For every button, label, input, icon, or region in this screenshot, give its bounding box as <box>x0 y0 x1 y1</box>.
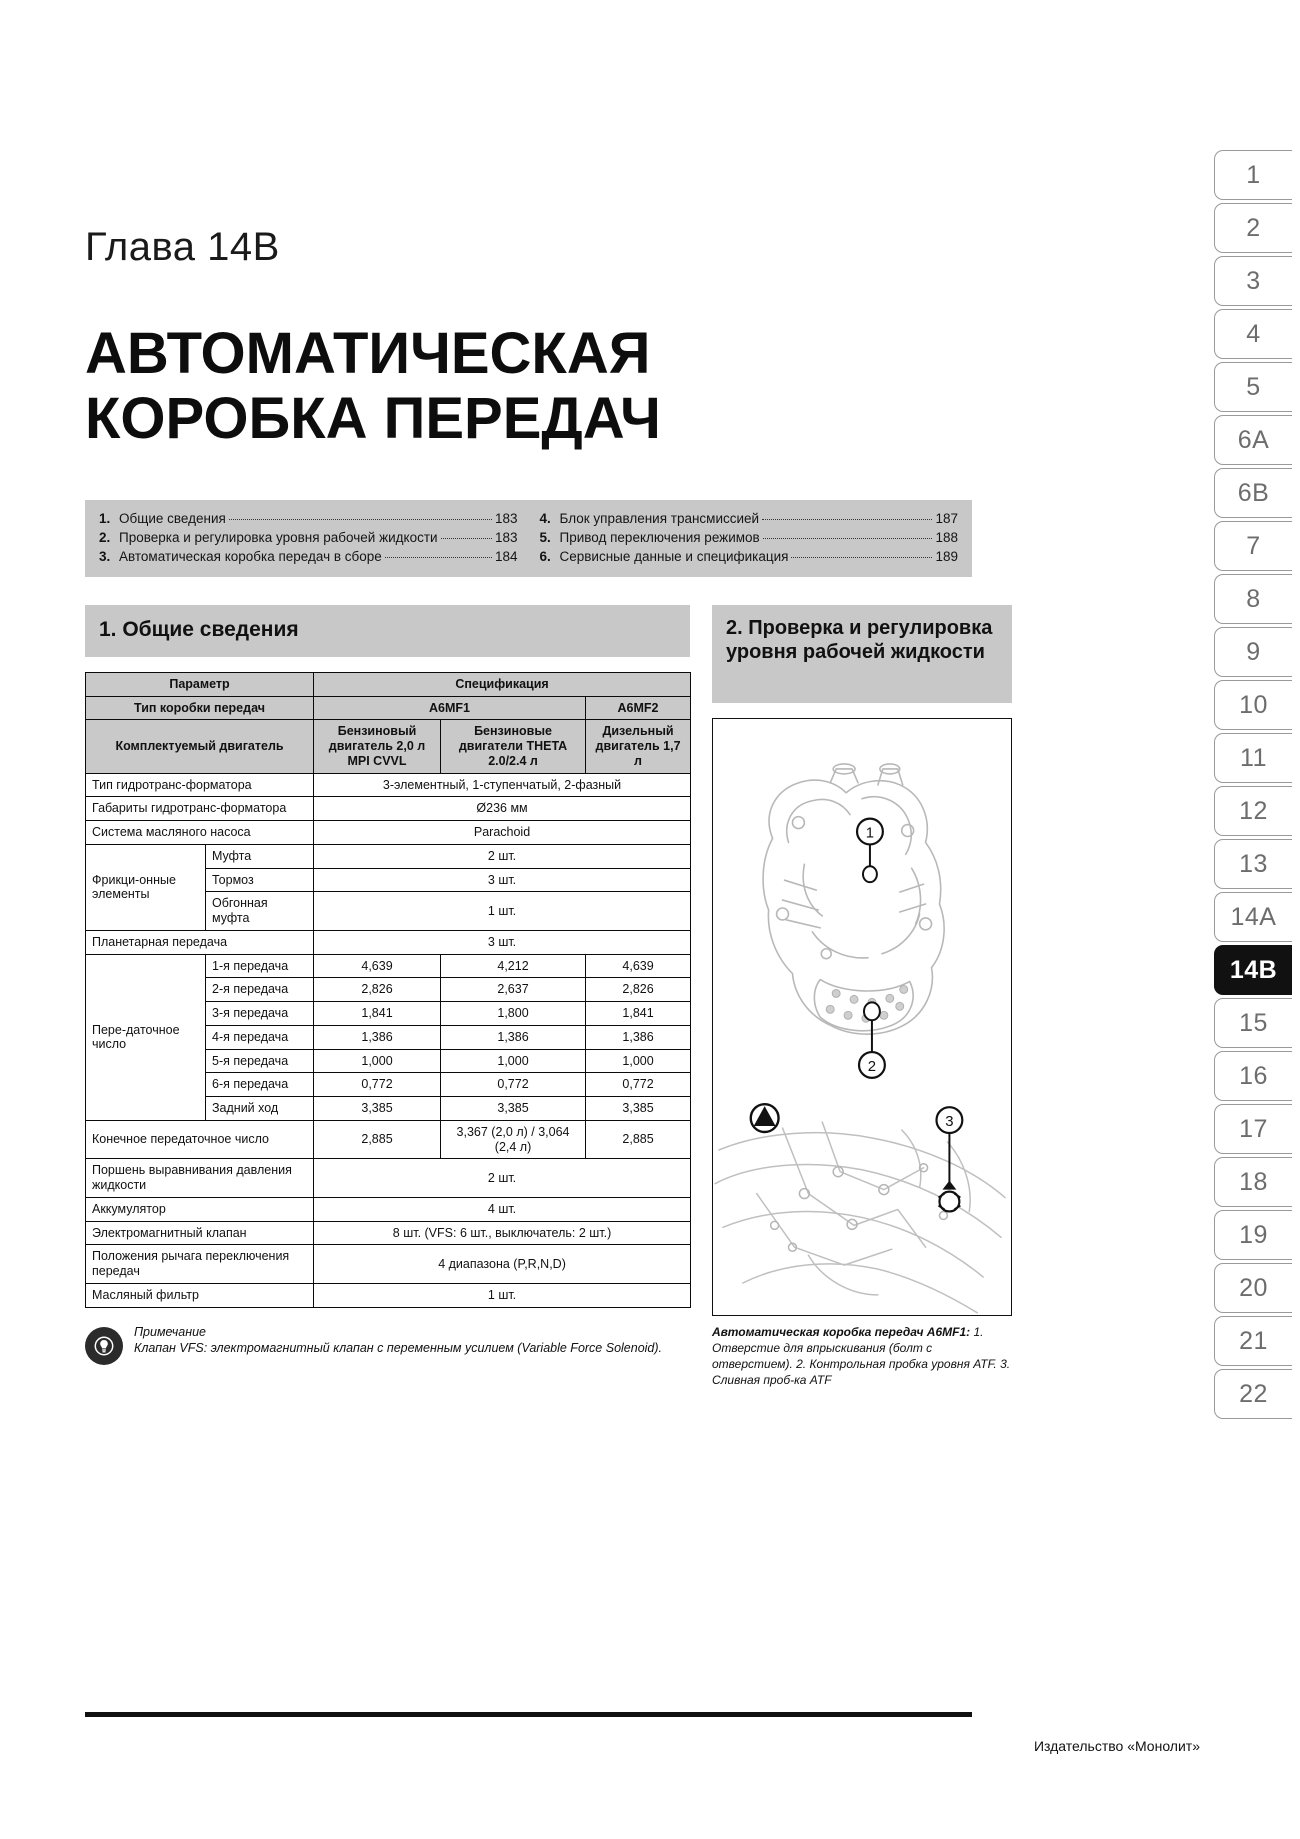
th-a6mf2: A6MF2 <box>586 696 691 720</box>
chapter-tab-rail <box>1214 150 1292 1422</box>
note-body-text: Клапан VFS: электромагнитный клапан с переменным усилием (Variable Force Solenoid). <box>134 1341 663 1356</box>
row-value: 4 диапазона (P,R,N,D) <box>314 1245 691 1284</box>
gear-value-c: 3,385 <box>586 1097 691 1121</box>
table-header-row <box>86 720 691 773</box>
lightbulb-icon <box>85 1327 123 1365</box>
gear-name: 2-я передача <box>206 978 314 1002</box>
chapter-tab-8[interactable]: 8 <box>1214 574 1292 624</box>
toc-page-number: 183 <box>494 510 518 526</box>
toc-label: Автоматическая коробка передач в сборе <box>119 548 382 564</box>
toc-entry[interactable] <box>99 509 518 528</box>
th-parameter: Параметр <box>86 672 314 696</box>
chapter-tab-20[interactable]: 20 <box>1214 1263 1292 1313</box>
row-label: Габариты гидротранс-форматора <box>86 797 314 821</box>
publisher-label: Издательство «Монолит» <box>1033 1738 1200 1754</box>
chapter-tab-7[interactable]: 7 <box>1214 521 1292 571</box>
th-engine-1: Бензиновый двигатель 2,0 л MPI CVVL <box>314 720 441 773</box>
row-value: 8 шт. (VFS: 6 шт., выключатель: 2 шт.) <box>314 1221 691 1245</box>
figure-callout-1 <box>857 819 883 883</box>
table-row <box>86 797 691 821</box>
row-value: Ø236 мм <box>314 797 691 821</box>
chapter-tab-14a[interactable]: 14A <box>1214 892 1292 942</box>
chapter-tab-14b[interactable]: 14B <box>1214 945 1292 995</box>
toc-leader <box>385 557 492 558</box>
chapter-tab-17[interactable]: 17 <box>1214 1104 1292 1154</box>
gear-value-a: 2,826 <box>314 978 441 1002</box>
toc-page-number: 184 <box>494 548 518 564</box>
chapter-tab-9[interactable]: 9 <box>1214 627 1292 677</box>
gear-value-b: 1,386 <box>441 1025 586 1049</box>
table-row <box>86 954 691 978</box>
gear-name: 5-я передача <box>206 1049 314 1073</box>
chapter-tab-2[interactable]: 2 <box>1214 203 1292 253</box>
toc-label: Проверка и регулировка уровня рабочей жидкости <box>119 529 438 545</box>
gear-name: 6-я передача <box>206 1073 314 1097</box>
gear-name: 1-я передача <box>206 954 314 978</box>
toc-leader <box>229 519 492 520</box>
toc-page-number: 183 <box>494 529 518 545</box>
figure-caption-title: Автоматическая коробка передач A6MF1: <box>712 1325 971 1340</box>
section-heading-general-info: 1. Общие сведения <box>85 605 690 657</box>
toc-leader <box>763 538 933 539</box>
gear-value-a: 1,841 <box>314 1002 441 1026</box>
toc-number: 1. <box>99 510 111 526</box>
chapter-tab-15[interactable]: 15 <box>1214 998 1292 1048</box>
row-value: 1 шт. <box>314 1283 691 1307</box>
chapter-tab-12[interactable]: 12 <box>1214 786 1292 836</box>
toc-page-number: 187 <box>935 510 958 526</box>
row-label: Масляный фильтр <box>86 1283 314 1307</box>
th-a6mf1: A6MF1 <box>314 696 586 720</box>
gear-value-b: 1,800 <box>441 1002 586 1026</box>
toc-label: Блок управления трансмиссией <box>559 510 760 526</box>
gear-value-c: 1,841 <box>586 1002 691 1026</box>
gear-value-a: 3,385 <box>314 1097 441 1121</box>
two-column-body <box>85 605 1011 1389</box>
final-drive-a: 2,885 <box>314 1120 441 1159</box>
chapter-tab-5[interactable]: 5 <box>1214 362 1292 412</box>
gear-value-a: 1,386 <box>314 1025 441 1049</box>
row-label: Конечное передаточное число <box>86 1120 314 1159</box>
row-label: Поршень выравнивания давления жидкости <box>86 1159 314 1198</box>
note-text <box>134 1324 662 1357</box>
final-drive-c: 2,885 <box>586 1120 691 1159</box>
row-label: Тип гидротранс-форматора <box>86 773 314 797</box>
row-value: 4 шт. <box>314 1197 691 1221</box>
th-engine-3: Дизельный двигатель 1,7 л <box>586 720 691 773</box>
gear-value-c: 2,826 <box>586 978 691 1002</box>
row-value: 1 шт. <box>314 892 691 931</box>
gear-value-a: 4,639 <box>314 954 441 978</box>
gear-name: Задний ход <box>206 1097 314 1121</box>
toc-page-number: 189 <box>935 548 958 564</box>
chapter-tab-21[interactable]: 21 <box>1214 1316 1292 1366</box>
toc-entry[interactable] <box>99 547 518 566</box>
sub-row-label: Муфта <box>206 844 314 868</box>
toc-number: 3. <box>99 548 111 564</box>
table-row <box>86 1120 691 1159</box>
row-value: 2 шт. <box>314 844 691 868</box>
gear-value-a: 1,000 <box>314 1049 441 1073</box>
table-of-contents <box>85 500 972 577</box>
toc-number: 6. <box>539 548 551 564</box>
chapter-label: Глава 14B <box>85 225 280 269</box>
gear-value-b: 3,385 <box>441 1097 586 1121</box>
svg-text:3: 3 <box>945 1114 954 1131</box>
toc-leader <box>762 519 932 520</box>
gear-value-b: 2,637 <box>441 978 586 1002</box>
chapter-tab-16[interactable]: 16 <box>1214 1051 1292 1101</box>
toc-entry[interactable] <box>540 509 959 528</box>
toc-leader <box>441 538 492 539</box>
row-label: Аккумулятор <box>86 1197 314 1221</box>
chapter-tab-1[interactable]: 1 <box>1214 150 1292 200</box>
gear-name: 3-я передача <box>206 1002 314 1026</box>
toc-label: Общие сведения <box>119 510 226 526</box>
toc-entry[interactable] <box>540 547 959 566</box>
gear-value-c: 1,000 <box>586 1049 691 1073</box>
table-row <box>86 1245 691 1284</box>
svg-text:2: 2 <box>867 1058 877 1075</box>
gear-value-a: 0,772 <box>314 1073 441 1097</box>
table-row <box>86 1221 691 1245</box>
table-header-row <box>86 696 691 720</box>
table-row <box>86 773 691 797</box>
th-engine-2: Бензиновые двигатели THETA 2.0/2.4 л <box>441 720 586 773</box>
toc-entry[interactable] <box>540 528 959 547</box>
toc-label: Привод переключения режимов <box>559 529 760 545</box>
page-content <box>85 0 1011 1389</box>
section-heading-fluid-level-check: 2. Проверка и регулировка уровня рабочей жидкости <box>712 605 1012 703</box>
chapter-tab-3[interactable]: 3 <box>1214 256 1292 306</box>
final-drive-b: 3,367 (2,0 л) / 3,064 (2,4 л) <box>441 1120 586 1159</box>
specification-table <box>85 672 691 1308</box>
th-gearbox-type: Тип коробки передач <box>86 696 314 720</box>
table-row <box>86 930 691 954</box>
direction-arrow-icon <box>751 1104 779 1132</box>
chapter-tab-18[interactable]: 18 <box>1214 1157 1292 1207</box>
table-header-row <box>86 672 691 696</box>
toc-leader <box>791 557 932 558</box>
chapter-tab-11[interactable]: 11 <box>1214 733 1292 783</box>
figure-callout-3 <box>937 1107 963 1211</box>
table-row <box>86 844 691 868</box>
toc-number: 4. <box>539 510 551 526</box>
toc-entry[interactable] <box>99 528 518 547</box>
chapter-tab-13[interactable]: 13 <box>1214 839 1292 889</box>
group-label-gear-ratio: Пере-даточное число <box>86 954 206 1120</box>
gear-value-c: 0,772 <box>586 1073 691 1097</box>
row-label: Система масляного насоса <box>86 821 314 845</box>
group-label-friction: Фрикци-онные элементы <box>86 844 206 930</box>
row-value: 3 шт. <box>314 868 691 892</box>
left-column <box>85 605 690 1389</box>
gear-name: 4-я передача <box>206 1025 314 1049</box>
svg-text:1: 1 <box>865 825 875 842</box>
table-row <box>86 1197 691 1221</box>
figure-caption-body: 1. Отверстие для впрыскивания (болт с отверстием). 2. Контрольная пробка уровня ATF. 3. Сливная проб-ка ATF <box>712 1325 1011 1388</box>
toc-column-right <box>540 509 959 566</box>
sub-row-label: Обгонная муфта <box>206 892 314 931</box>
chapter-tab-6a[interactable]: 6A <box>1214 415 1292 465</box>
row-value: 3-элементный, 1-ступенчатый, 2-фазный <box>314 773 691 797</box>
figure-drain-plug-location <box>712 1098 1012 1316</box>
th-specification: Спецификация <box>314 672 691 696</box>
note-title: Примечание <box>134 1324 206 1339</box>
row-label: Электромагнитный клапан <box>86 1221 314 1245</box>
toc-number: 2. <box>99 529 111 545</box>
table-row <box>86 821 691 845</box>
figure-transmission-assembly <box>712 718 1012 1100</box>
page-title: АВТОМАТИЧЕСКАЯ КОРОБКА ПЕРЕДАЧ <box>85 321 661 451</box>
footer-divider <box>85 1712 972 1717</box>
toc-page-number: 188 <box>935 529 958 545</box>
chapter-tab-4[interactable]: 4 <box>1214 309 1292 359</box>
toc-label: Сервисные данные и спецификация <box>559 548 789 564</box>
toc-column-left <box>99 509 518 566</box>
row-label: Положения рычага переключения передач <box>86 1245 314 1284</box>
chapter-tab-22[interactable]: 22 <box>1214 1369 1292 1419</box>
row-label: Планетарная передача <box>86 930 314 954</box>
table-row <box>86 1159 691 1198</box>
chapter-tab-6b[interactable]: 6B <box>1214 468 1292 518</box>
gear-value-b: 0,772 <box>441 1073 586 1097</box>
table-row <box>86 1283 691 1307</box>
th-engine: Комплектуемый двигатель <box>86 720 314 773</box>
row-value: Parachoid <box>314 821 691 845</box>
figure-caption <box>712 1325 1012 1389</box>
chapter-tab-19[interactable]: 19 <box>1214 1210 1292 1260</box>
gear-value-b: 4,212 <box>441 954 586 978</box>
toc-number: 5. <box>539 529 551 545</box>
gear-value-c: 1,386 <box>586 1025 691 1049</box>
chapter-tab-10[interactable]: 10 <box>1214 680 1292 730</box>
row-value: 2 шт. <box>314 1159 691 1198</box>
gear-value-b: 1,000 <box>441 1049 586 1073</box>
row-value: 3 шт. <box>314 930 691 954</box>
right-column <box>712 605 1012 1389</box>
note-block <box>85 1324 690 1365</box>
sub-row-label: Тормоз <box>206 868 314 892</box>
gear-value-c: 4,639 <box>586 954 691 978</box>
